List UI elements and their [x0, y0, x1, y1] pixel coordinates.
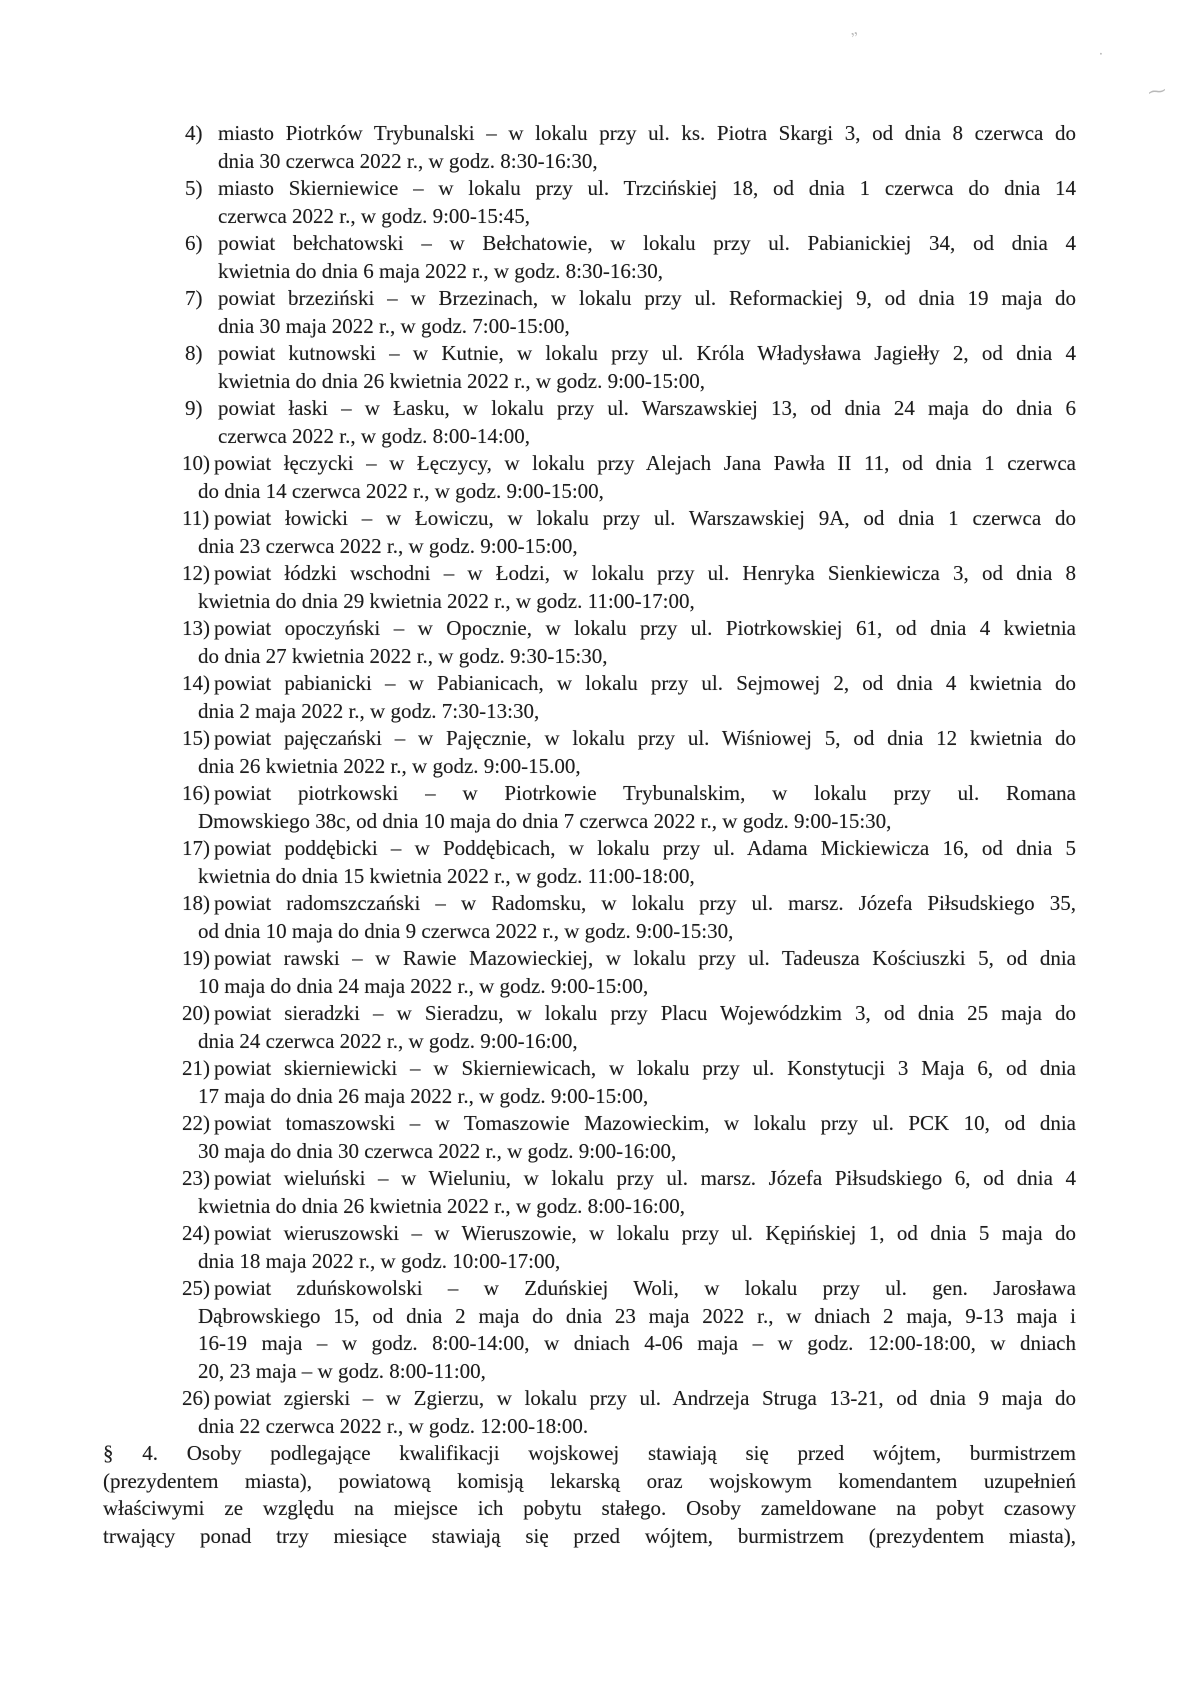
paragraph-line: trwający ponad trzy miesiące stawiają się przed wójtem, burmistrzem (prezydentem miasta), — [103, 1523, 1076, 1548]
item-number: 21) — [182, 1056, 210, 1080]
item-text-line: powiat zgierski – w Zgierzu, w lokalu przy ul. Andrzeja Struga 13-21, od dnia 9 maja do — [214, 1386, 1076, 1410]
item-number: 23) — [182, 1166, 210, 1190]
paragraph-line: § 4. Osoby podlegające kwalifikacji wojskowej stawiają się przed wójtem, burmistrzem — [103, 1441, 1076, 1465]
item-number: 18) — [182, 891, 210, 915]
scan-artifact-speck: · — [1096, 45, 1105, 64]
scan-artifact-speck: ⁓ — [1146, 79, 1168, 103]
list-item — [182, 670, 1076, 725]
list-item — [185, 120, 1076, 175]
document-body — [103, 120, 1076, 1550]
list-item — [182, 1000, 1076, 1055]
item-number: 16) — [182, 781, 210, 805]
item-number: 24) — [182, 1221, 210, 1245]
item-text-line: powiat sieradzki – w Sieradzu, w lokalu przy Placu Wojewódzkim 3, od dnia 25 maja do — [214, 1001, 1076, 1025]
item-text-line: kwietnia do dnia 26 kwietnia 2022 r., w godz. 9:00-15:00, — [218, 368, 706, 393]
list-item — [182, 1165, 1076, 1220]
item-text-line: dnia 30 maja 2022 r., w godz. 7:00-15:00, — [218, 313, 570, 338]
scan-artifact-speck: ˮ — [849, 29, 862, 48]
list-item — [182, 1220, 1076, 1275]
item-text-line: dnia 2 maja 2022 r., w godz. 7:30-13:30, — [198, 698, 540, 723]
item-number: 4) — [185, 121, 203, 145]
list-item — [185, 395, 1076, 450]
list-item — [182, 725, 1076, 780]
item-number: 12) — [182, 561, 210, 585]
list-item — [182, 835, 1076, 890]
item-number: 5) — [185, 176, 203, 200]
item-text-line: kwietnia do dnia 29 kwietnia 2022 r., w godz. 11:00-17:00, — [198, 588, 695, 613]
item-text-line: 16-19 maja – w godz. 8:00-14:00, w dniach 4-06 maja – w godz. 12:00-18:00, w dniach — [198, 1331, 1076, 1355]
item-text-line: od dnia 10 maja do dnia 9 czerwca 2022 r., w godz. 9:00-15:30, — [198, 918, 734, 943]
item-text-line: powiat zduńskowolski – w Zduńskiej Woli, w lokalu przy ul. gen. Jarosława — [214, 1276, 1076, 1300]
item-text-line: powiat poddębicki – w Poddębicach, w lokalu przy ul. Adama Mickiewicza 16, od dnia 5 — [214, 836, 1076, 860]
item-text-line: do dnia 14 czerwca 2022 r., w godz. 9:00-15:00, — [198, 478, 604, 503]
item-number: 26) — [182, 1386, 210, 1410]
list-item — [185, 175, 1076, 230]
item-text-line: 17 maja do dnia 26 maja 2022 r., w godz. 9:00-15:00, — [198, 1083, 649, 1108]
item-text-line: powiat pajęczański – w Pajęcznie, w lokalu przy ul. Wiśniowej 5, od dnia 12 kwietnia do — [214, 726, 1076, 750]
list-item — [185, 285, 1076, 340]
list-item — [182, 615, 1076, 670]
item-text-line: powiat piotrkowski – w Piotrkowie Trybunalskim, w lokalu przy ul. Romana — [214, 781, 1076, 805]
item-text-line: powiat brzeziński – w Brzezinach, w lokalu przy ul. Reformackiej 9, od dnia 19 maja do — [218, 286, 1076, 310]
item-number: 8) — [185, 341, 203, 365]
item-text-line: kwietnia do dnia 6 maja 2022 r., w godz. 8:30-16:30, — [218, 258, 664, 283]
list-item — [182, 1110, 1076, 1165]
list-item — [182, 1275, 1076, 1385]
item-text-line: kwietnia do dnia 26 kwietnia 2022 r., w godz. 8:00-16:00, — [198, 1193, 686, 1218]
item-text-line: miasto Piotrków Trybunalski – w lokalu przy ul. ks. Piotra Skargi 3, od dnia 8 czerwca do — [218, 121, 1076, 145]
item-text-line: dnia 23 czerwca 2022 r., w godz. 9:00-15:00, — [198, 533, 578, 558]
item-number: 17) — [182, 836, 210, 860]
item-text-line: powiat radomszczański – w Radomsku, w lokalu przy ul. marsz. Józefa Piłsudskiego 35, — [214, 891, 1076, 915]
item-number: 14) — [182, 671, 210, 695]
item-number: 19) — [182, 946, 210, 970]
item-number: 11) — [182, 506, 210, 530]
item-text-line: powiat pabianicki – w Pabianicach, w lokalu przy ul. Sejmowej 2, od dnia 4 kwietnia do — [214, 671, 1076, 695]
item-text-line: 20, 23 maja – w godz. 8:00-11:00, — [198, 1358, 486, 1383]
item-text-line: Dmowskiego 38c, od dnia 10 maja do dnia 7 czerwca 2022 r., w godz. 9:00-15:30, — [198, 808, 892, 833]
item-number: 20) — [182, 1001, 210, 1025]
list-item — [182, 945, 1076, 1000]
item-text-line: dnia 22 czerwca 2022 r., w godz. 12:00-18:00. — [198, 1413, 589, 1438]
item-text-line: 30 maja do dnia 30 czerwca 2022 r., w godz. 9:00-16:00, — [198, 1138, 677, 1163]
item-number: 7) — [185, 286, 203, 310]
item-text-line: dnia 24 czerwca 2022 r., w godz. 9:00-16:00, — [198, 1028, 578, 1053]
item-text-line: powiat łódzki wschodni – w Łodzi, w lokalu przy ul. Henryka Sienkiewicza 3, od dnia 8 — [214, 561, 1076, 585]
item-text-line: dnia 26 kwietnia 2022 r., w godz. 9:00-15.00, — [198, 753, 581, 778]
list-item — [182, 505, 1076, 560]
item-number: 10) — [182, 451, 210, 475]
item-text-line: powiat wieruszowski – w Wieruszowie, w lokalu przy ul. Kępińskiej 1, od dnia 5 maja do — [214, 1221, 1076, 1245]
item-number: 15) — [182, 726, 210, 750]
item-number: 22) — [182, 1111, 210, 1135]
item-text-line: powiat opoczyński – w Opocznie, w lokalu przy ul. Piotrkowskiej 61, od dnia 4 kwietnia — [214, 616, 1076, 640]
item-text-line: powiat łaski – w Łasku, w lokalu przy ul. Warszawskiej 13, od dnia 24 maja do dnia 6 — [218, 396, 1076, 420]
list-item — [182, 450, 1076, 505]
item-text-line: miasto Skierniewice – w lokalu przy ul. Trzcińskiej 18, od dnia 1 czerwca do dnia 14 — [218, 176, 1076, 200]
item-text-line: powiat bełchatowski – w Bełchatowie, w lokalu przy ul. Pabianickiej 34, od dnia 4 — [218, 231, 1076, 255]
list-item — [182, 780, 1076, 835]
item-number: 6) — [185, 231, 203, 255]
item-number: 13) — [182, 616, 210, 640]
item-text-line: powiat tomaszowski – w Tomaszowie Mazowieckim, w lokalu przy ul. PCK 10, od dnia — [214, 1111, 1076, 1135]
list-item — [182, 890, 1076, 945]
item-text-line: do dnia 27 kwietnia 2022 r., w godz. 9:30-15:30, — [198, 643, 608, 668]
item-text-line: powiat łowicki – w Łowiczu, w lokalu przy ul. Warszawskiej 9A, od dnia 1 czerwca do — [214, 506, 1076, 530]
item-text-line: kwietnia do dnia 15 kwietnia 2022 r., w godz. 11:00-18:00, — [198, 863, 695, 888]
item-text-line: powiat skierniewicki – w Skierniewicach, w lokalu przy ul. Konstytucji 3 Maja 6, od dnia — [214, 1056, 1076, 1080]
list-item — [182, 1385, 1076, 1440]
item-text-line: powiat kutnowski – w Kutnie, w lokalu przy ul. Króla Władysława Jagiełły 2, od dnia 4 — [218, 341, 1076, 365]
paragraph-line: (prezydentem miasta), powiatową komisją lekarską oraz wojskowym komendantem uzupełnień — [103, 1468, 1076, 1493]
item-text-line: powiat rawski – w Rawie Mazowieckiej, w lokalu przy ul. Tadeusza Kościuszki 5, od dnia — [214, 946, 1076, 970]
item-text-line: czerwca 2022 r., w godz. 8:00-14:00, — [218, 423, 530, 448]
list-item — [185, 230, 1076, 285]
item-number: 9) — [185, 396, 203, 420]
item-number: 25) — [182, 1276, 210, 1300]
item-text-line: dnia 18 maja 2022 r., w godz. 10:00-17:00, — [198, 1248, 561, 1273]
item-text-line: powiat łęczycki – w Łęczycy, w lokalu przy Alejach Jana Pawła II 11, od dnia 1 czerwca — [214, 451, 1076, 475]
item-text-line: powiat wieluński – w Wieluniu, w lokalu przy ul. marsz. Józefa Piłsudskiego 6, od dnia 4 — [214, 1166, 1076, 1190]
list-item — [182, 1055, 1076, 1110]
paragraph-line: właściwymi ze względu na miejsce ich pobytu stałego. Osoby zameldowane na pobyt czasowy — [103, 1496, 1076, 1520]
item-text-line: dnia 30 czerwca 2022 r., w godz. 8:30-16:30, — [218, 148, 598, 173]
list-item — [182, 560, 1076, 615]
item-text-line: 10 maja do dnia 24 maja 2022 r., w godz. 9:00-15:00, — [198, 973, 649, 998]
item-text-line: czerwca 2022 r., w godz. 9:00-15:45, — [218, 203, 530, 228]
numbered-location-list — [103, 120, 1076, 1440]
list-item — [185, 340, 1076, 395]
section-4-paragraph — [103, 1440, 1076, 1550]
item-text-line: Dąbrowskiego 15, od dnia 2 maja do dnia 23 maja 2022 r., w dniach 2 maja, 9-13 maja i — [198, 1303, 1076, 1328]
